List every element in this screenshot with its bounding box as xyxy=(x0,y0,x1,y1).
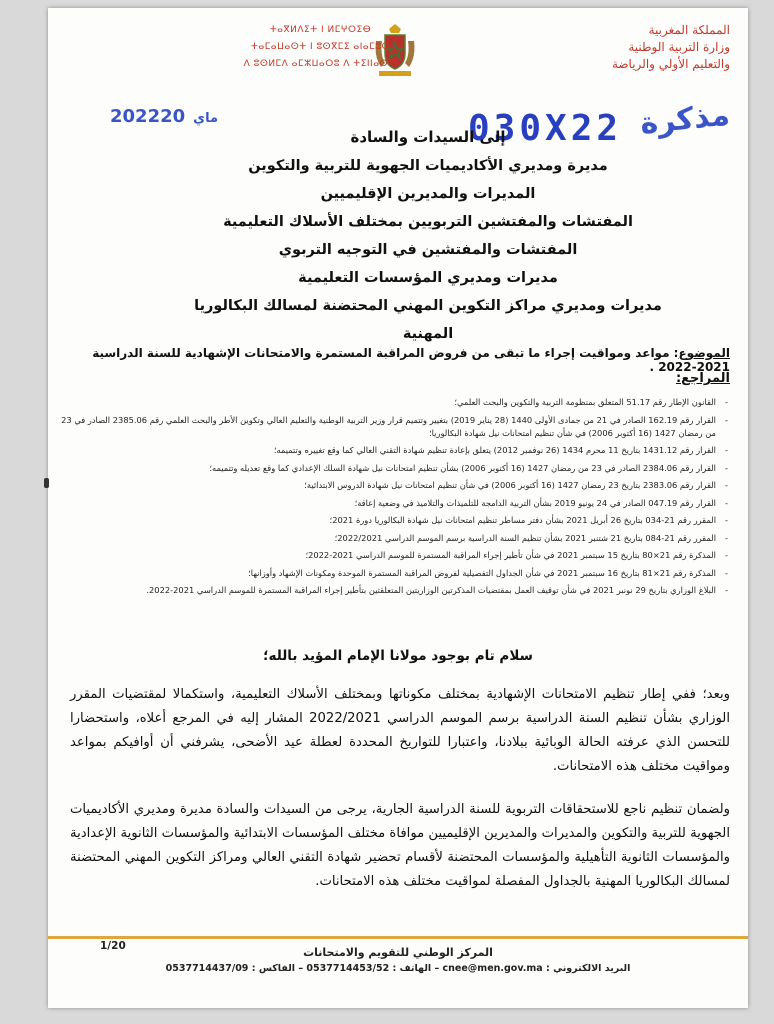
subject-line xyxy=(90,346,730,374)
references-title: المراجع: xyxy=(675,371,730,386)
addressees-block xyxy=(168,128,688,348)
memo-label: مذكرة xyxy=(638,97,732,142)
tifinagh-line: ⵜⴰⴳⵍⴷⵉⵜ ⵏ ⵍⵎⵖⵔⵉⴱ xyxy=(269,25,372,35)
body-paragraph: ولضمان تنظيم ناجع للاستحقاقات التربوية للسنة الدراسية الجارية، يرجى من السيدات والسادة مديرة ومديري الأكاديميات الجهوية للتربية والتكوين والمديرات والمديرين الإقليميين موافاة مختلف المؤسسات الابتدائية والمؤسسات الثانوية الإعدادية والمؤسسات الثانوية التأهيلية والمؤسسات المحتضنة لأقسام تحضير شهادة التقني العالي ومراكز التكوين المهني المحتضنة لمسالك البكالوريا المهنية بالجداول المفصلة لمواقيت مختلف هذه الامتحانات. xyxy=(70,802,730,889)
date-stamp xyxy=(110,106,226,127)
recipient-line: مديرات ومديري المؤسسات التعليمية xyxy=(298,270,558,286)
reference-item: - القرار رقم 047.19 الصادر في 24 يونيو 2019 بشأن التربية الدامجة للتلميذات والتلاميذ في وضعية إعاقة؛ xyxy=(56,497,716,510)
page-number: 1/20 xyxy=(100,940,126,952)
reference-item: - المذكرة رقم 21×80 بتاريخ 15 سبتمبر 2021 في شأن تأطير إجراء المراقبة المستمرة للموسم الدراسي 2021-2022؛ xyxy=(56,549,716,562)
recipient-line: مديرة ومديري الأكاديميات الجهوية للتربية والتكوين xyxy=(248,158,608,174)
reference-item: - القرار رقم 2383.06 بتاريخ 23 رمضان 1427 (16 أكتوبر 2006) في شأن تنظيم امتحانات نيل شهادة الدروس الابتدائية؛ xyxy=(56,479,716,492)
memo-number: 030X22 xyxy=(468,108,623,149)
document-page xyxy=(48,8,748,1008)
footer-contact: البريد الالكتروني : cnee@men.gov.ma – الهاتف : 0537714453/52 – الفاكس : 0537714437/09 xyxy=(165,963,631,974)
tifinagh-line: ⵜⴰⵎⴰⵡⴰⵙⵜ ⵏ ⵓⵙⴳⵎⵉ ⴰⵏⴰⵎⵓⵔ xyxy=(250,42,390,52)
reference-item: - القرار رقم 162.19 الصادر في 21 من جمادى الأولى 1440 (28 يناير 2019) بتغيير وتتميم قرار وزير التربية الوطنية والتعليم العالي وتكوين الأطر والبحث العلمي رقم 2385.06 الصادر في 23 من رمضان 1427 (16 أكتوبر 2006) في شأن تنظيم امتحانات نيل شهادة البكالوريا؛ xyxy=(56,414,716,440)
addressees-lead: إلى السيدات والسادة xyxy=(350,128,506,146)
recipient-line: المفتشات والمفتشين التربويين بمختلف الأسلاك التعليمية xyxy=(223,214,633,230)
footer-organization: المركز الوطني للتقويم والامتحانات xyxy=(303,946,493,959)
tifinagh-line: ⴷ ⵓⵙⵍⵎⴷ ⴰⵎⵣⵡⴰⵔⵓ ⴷ ⵜⵉⵏⵏⴰⵙⵉⵏ xyxy=(243,59,398,69)
body-paragraph: وبعد؛ ففي إطار تنظيم الامتحانات الإشهادية بمختلف مكوناتها وبمختلف الأسلاك التعليمية، واستكمالا لمقتضيات المقرر الوزاري بشأن تنظيم السنة الدراسية برسم الموسم الدراسي 2022/2021 المشار إليه في المرجع أعلاه، واستحضارا للتحسن الذي عرفته الحالة الوبائية ببلادنا، واعتبارا للتواريخ المحددة لعطلة عيد الأضحى، يشرفني أن أوافيكم بمواعد ومواقيت مختلف هذه الامتحانات. xyxy=(70,687,730,774)
date-month: ماي xyxy=(193,111,219,126)
reference-item: - البلاغ الوزاري بتاريخ 29 نونبر 2021 في شأن توقيف العمل بمقتضيات المذكرتين الوزاريتين المتعلقتين بتأطير إجراء المراقبة المستمرة للموسم الدراسي 2021-2022. xyxy=(56,584,716,597)
recipient-line: المفتشات والمفتشين في التوجيه التربوي xyxy=(278,242,578,258)
tifinagh-header xyxy=(238,22,403,73)
subject-text: : مواعد ومواقيت إجراء ما تبقى من فروض المراقبة المستمرة والامتحانات الإشهادية للسنة الدراسية 2021-2022 . xyxy=(92,346,730,374)
date-day: 20 xyxy=(160,106,186,127)
ministry-line: المملكة المغربية xyxy=(648,23,730,37)
reference-item: - المقرر رقم 21-034 بتاريخ 26 أبريل 2021 بشأن دفتر مساطر تنظيم امتحانات نيل شهادة البكالوريا دورة 2021؛ xyxy=(56,514,716,527)
ministry-line: والتعليم الأولي والرياضة xyxy=(611,57,730,71)
footer-divider xyxy=(48,936,748,939)
reference-item: - المقرر رقم 21-084 بتاريخ 21 شتنبر 2021 بشأن تنظيم السنة الدراسية برسم الموسم الدراسي 2022/2021؛ xyxy=(56,532,716,545)
ministry-line: وزارة التربية الوطنية xyxy=(628,40,730,54)
recipient-line: مديرات ومديري مراكز التكوين المهني المحتضنة لمسالك البكالوريا المهنية xyxy=(194,298,662,342)
references-list xyxy=(56,396,730,602)
reference-item: - القانون الإطار رقم 51.17 المتعلق بمنظومة التربية والتكوين والبحث العلمي؛ xyxy=(56,396,716,409)
date-year: 2022 xyxy=(110,106,161,127)
subject-label: الموضوع xyxy=(678,346,730,360)
recipient-line: المديرات والمديرين الإقليميين xyxy=(320,186,536,202)
reference-item: - القرار رقم 1431.12 بتاريخ 11 محرم 1434 (26 نوفمبر 2012) يتعلق بإعادة تنظيم شهادة التقني العالي كما وقع تغييره وتتميمه؛ xyxy=(56,444,716,457)
reference-item: - القرار رقم 2384.06 الصادر في 23 من رمضان 1427 (16 أكتوبر 2006) بشأن تنظيم امتحانات نيل شهادة السلك الإعدادي كما وقع تعديله وتتميمه؛ xyxy=(56,462,716,475)
greeting: سلام تام بوجود مولانا الإمام المؤيد بالله؛ xyxy=(263,648,533,664)
ministry-header xyxy=(540,22,730,73)
reference-item: - المذكرة رقم 21×81 بتاريخ 16 سبتمبر 2021 في شأن الجداول التفصيلية لفروض المراقبة المستمرة الموحدة ومكونات الإشهاد وأوزانها؛ xyxy=(56,567,716,580)
scan-mark xyxy=(44,478,49,488)
